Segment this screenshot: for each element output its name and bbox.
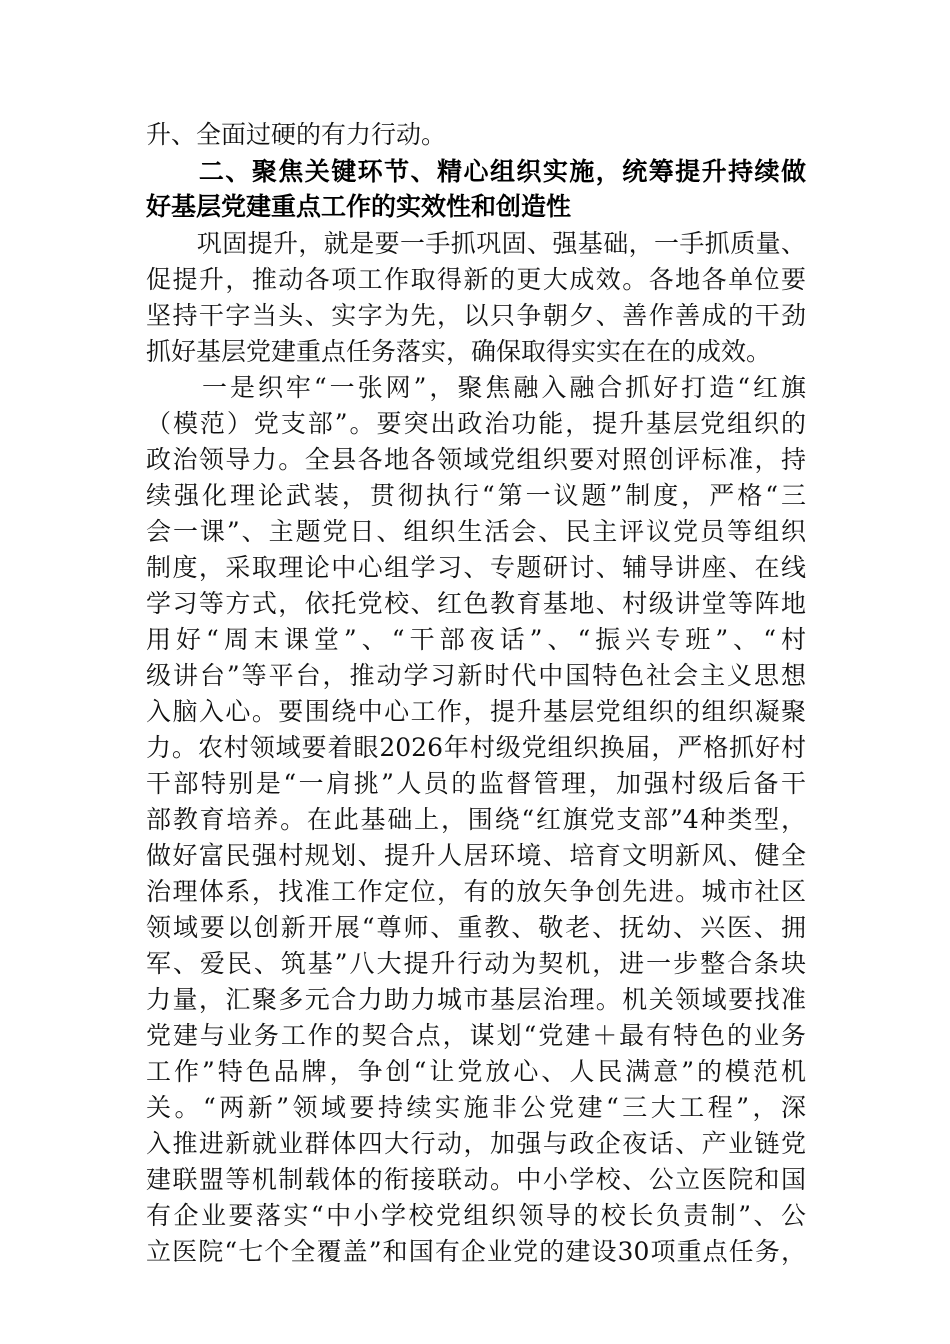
paragraph-line: 军、爱民、筑基”八大提升行动为契机，进一步整合条块 (146, 949, 806, 978)
paragraph-line: 抓好基层党建重点任务落实，确保取得实实在在的成效。 (146, 337, 772, 366)
paragraph-line: 党建与业务工作的契合点，谋划“党建＋最有特色的业务 (146, 1021, 806, 1050)
paragraph-line: 关。“两新”领域要持续实施非公党建“三大工程”，深 (146, 1093, 806, 1122)
paragraph-line: 入脑入心。要围绕中心工作，提升基层党组织的组织凝聚 (146, 697, 806, 726)
section-heading-line: 好基层党建重点工作的实效性和创造性 (146, 192, 572, 221)
section-heading-line: 二、聚焦关键环节、精心组织实施，统筹提升持续做 (146, 157, 806, 186)
paragraph-line: 政治领导力。全县各地各领域党组织要对照创评标准，持 (146, 445, 806, 474)
paragraph-line: 用好“周末课堂”、“干部夜话”、“振兴专班”、“村 (146, 625, 806, 654)
paragraph-line: 力。农村领域要着眼2026年村级党组织换届，严格抓好村 (146, 733, 806, 762)
paragraph-line: 有企业要落实“中小学校党组织领导的校长负责制”、公 (146, 1201, 806, 1230)
paragraph-line: 力量，汇聚多元合力助力城市基层治理。机关领域要找准 (146, 985, 806, 1014)
paragraph-line: 立医院“七个全覆盖”和国有企业党的建设30项重点任务， (146, 1237, 806, 1266)
paragraph-line: （模范）党支部”。要突出政治功能，提升基层党组织的 (146, 409, 806, 438)
paragraph-line: 制度，采取理论中心组学习、专题研讨、辅导讲座、在线 (146, 553, 806, 582)
paragraph-line: 治理体系，找准工作定位，有的放矢争创先进。城市社区 (146, 877, 806, 906)
paragraph-line: 促提升，推动各项工作取得新的更大成效。各地各单位要 (146, 265, 806, 294)
paragraph-line: 做好富民强村规划、提升人居环境、培育文明新风、健全 (146, 841, 806, 870)
paragraph-line: 会一课”、主题党日、组织生活会、民主评议党员等组织 (146, 517, 806, 546)
paragraph-line: 学习等方式，依托党校、红色教育基地、村级讲堂等阵地 (146, 589, 806, 618)
paragraph-line: 工作”特色品牌，争创“让党放心、人民满意”的模范机 (146, 1057, 806, 1086)
paragraph-line: 建联盟等机制载体的衔接联动。中小学校、公立医院和国 (146, 1165, 806, 1194)
paragraph-line: 级讲台”等平台，推动学习新时代中国特色社会主义思想 (146, 661, 806, 690)
paragraph-line: 部教育培养。在此基础上，围绕“红旗党支部”4种类型， (146, 805, 806, 834)
paragraph-line: 干部特别是“一肩挑”人员的监督管理，加强村级后备干 (146, 769, 806, 798)
paragraph-line: 入推进新就业群体四大行动，加强与政企夜话、产业链党 (146, 1129, 806, 1158)
paragraph-line: 升、全面过硬的有力行动。 (146, 120, 447, 149)
paragraph-line: 一是织牢“一张网”，聚焦融入融合抓好打造“红旗 (146, 373, 806, 402)
paragraph-line: 领域要以创新开展“尊师、重教、敬老、抚幼、兴医、拥 (146, 913, 806, 942)
paragraph-line: 巩固提升，就是要一手抓巩固、强基础，一手抓质量、 (146, 229, 806, 258)
paragraph-line: 坚持干字当头、实字为先，以只争朝夕、善作善成的干劲 (146, 301, 806, 330)
paragraph-line: 续强化理论武装，贯彻执行“第一议题”制度，严格“三 (146, 481, 806, 510)
